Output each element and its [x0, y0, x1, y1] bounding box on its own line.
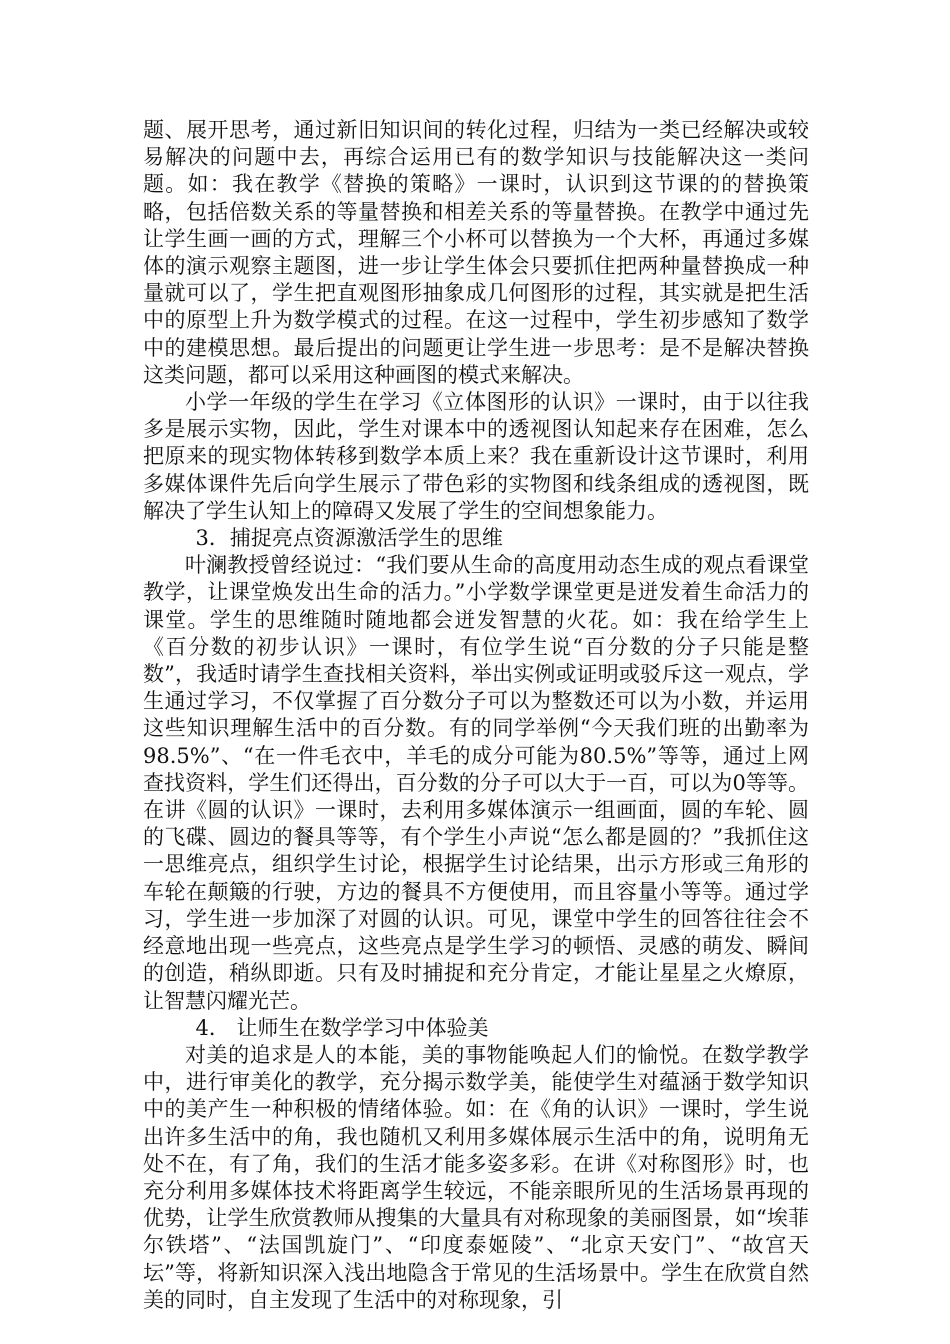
document-body [143, 117, 809, 1314]
section-heading-4: 4． 让师生在数学学习中体验美 [195, 1015, 489, 1040]
paragraph-solid-figures: 小学一年级的学生在学习《立体图形的认识》一课时，由于以往我多是展示实物，因此，学生对课本中的透视图认知起来存在困难，怎么把原来的现实物体转移到数学本质上来？我在重新设计这节课时，利用多媒体课件先后向学生展示了带色彩的实物图和线条组成的透视图，既解决了学生认知上的障碍又发展了学生的空间想象能力。 [143, 390, 809, 523]
paragraph-highlight-resources: 叶澜教授曾经说过：“我们要从生命的高度用动态生成的观点看课堂教学，让课堂焕发出生命的活力。”小学数学课堂更是迸发着生命活力的课堂。学生的思维随时随地都会迸发智慧的火花。如：我在给学生上《百分数的初步认识》一课时，有位学生说“百分数的分子只能是整数”，我适时请学生查找相关资料，举出实例或证明或驳斥这一观点，学生通过学习，不仅掌握了百分数分子可以为整数还可以为小数，并运用这些知识理解生活中的百分数。有的同学举例“今天我们班的出勤率为98.5%”、“在一件毛衣中，羊毛的成分可能为80.5%”等等，通过上网查找资料，学生们还得出，百分数的分子可以大于一百，可以为0等等。在讲《圆的认识》一课时，去利用多媒体演示一组画面，圆的车轮、圆的飞碟、圆边的餐具等等，有个学生小声说“怎么都是圆的？”我抓住这一思维亮点，组织学生讨论，根据学生讨论结果，出示方形或三角形的车轮在颠簸的行驶，方边的餐具不方便使用，而且容量小等等。通过学习，学生进一步加深了对圆的认识。可见，课堂中学生的回答往往会不经意地出现一些亮点，这些亮点是学生学习的顿悟、灵感的萌发、瞬间的创造，稍纵即逝。只有及时捕捉和充分肯定，才能让星星之火燎原，让智慧闪耀光芒。 [143, 553, 809, 1013]
paragraph-math-beauty: 对美的追求是人的本能，美的事物能唤起人们的愉悦。在数学教学中，进行审美化的教学，充分揭示数学美，能使学生对蕴涵于数学知识中的美产生一种积极的情绪体验。如：在《角的认识》一课时，学生说出许多生活中的角，我也随机又利用多媒体展示生活中的角，说明角无处不在，有了角，我们的生活才能多姿多彩。在讲《对称图形》时，也充分利用多媒体技术将距离学生较远，不能亲眼所见的生活场景再现的优势，让学生欣赏教师从搜集的大量具有对称现象的美丽图景，如“埃菲尔铁塔”、“法国凯旋门”、“印度泰姬陵”、“北京天安门”、“故宫天坛”等，将新知识深入浅出地隐含于常见的生活场景中。学生在欣赏自然美的同时，自主发现了生活中的对称现象，引 [143, 1042, 809, 1312]
paragraph-continuation: 题、展开思考，通过新旧知识间的转化过程，归结为一类已经解决或较易解决的问题中去，再综合运用已有的数学知识与技能解决这一类问题。如：我在教学《替换的策略》一课时，认识到这节课的的替换策略，包括倍数关系的等量替换和相差关系的等量替换。在教学中通过先让学生画一画的方式，理解三个小杯可以替换为一个大杯，再通过多媒体的演示观察主题图，进一步让学生体会只要抓住把两种量替换成一种量就可以了，学生把直观图形抽象成几何图形的过程，其实就是把生活中的原型上升为数学模式的过程。在这一过程中，学生初步感知了数学中的建模思想。最后提出的问题更让学生进一步思考：是不是解决替换这类问题，都可以采用这种画图的模式来解决。 [143, 118, 809, 387]
section-heading-3: 3．捕捉亮点资源激活学生的思维 [195, 526, 503, 551]
